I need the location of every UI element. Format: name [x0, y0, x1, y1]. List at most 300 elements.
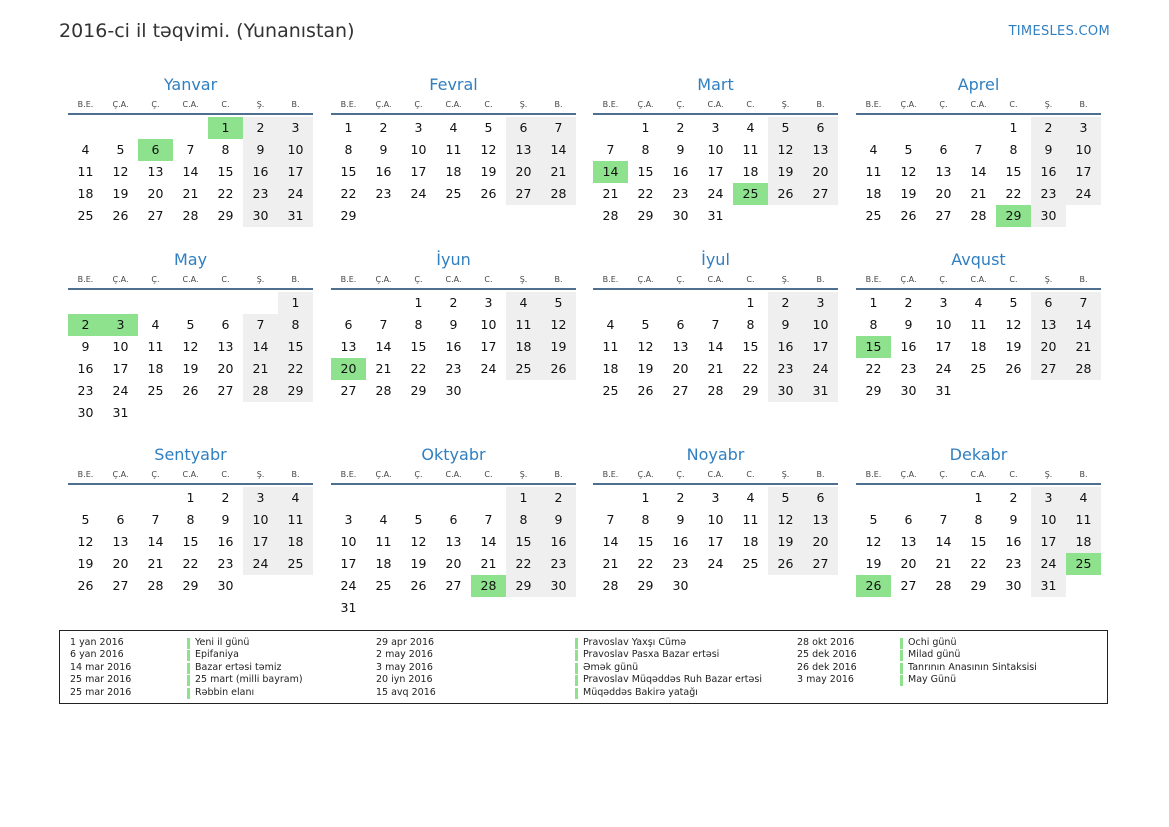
day-cell[interactable]: 7 — [1066, 292, 1101, 314]
day-cell[interactable]: 30 — [672, 208, 689, 223]
day-cell[interactable]: 25 — [278, 553, 313, 575]
day-cell[interactable]: 26 — [768, 553, 803, 575]
day-cell[interactable]: 20 — [935, 186, 952, 201]
day-cell[interactable]: 10 — [707, 142, 724, 157]
day-cell[interactable]: 19 — [637, 361, 654, 376]
day-cell[interactable]: 11 — [278, 509, 313, 531]
day-cell[interactable]: 15 — [637, 164, 654, 179]
day-cell[interactable]: 22 — [217, 186, 234, 201]
day-cell[interactable]: 7 — [243, 314, 278, 336]
day-cell[interactable]: 17 — [278, 161, 313, 183]
day-cell[interactable]: 17 — [340, 556, 357, 571]
day-cell[interactable]: 27 — [217, 383, 234, 398]
day-cell[interactable]: 23 — [900, 361, 917, 376]
day-cell[interactable]: 21 — [970, 186, 987, 201]
day-cell[interactable]: 1 — [414, 295, 423, 310]
day-cell[interactable]: 6 — [939, 142, 948, 157]
day-cell[interactable]: 21 — [541, 161, 576, 183]
day-cell[interactable]: 20 — [672, 361, 689, 376]
day-cell[interactable]: 21 — [602, 186, 619, 201]
day-cell[interactable]: 3 — [1031, 487, 1066, 509]
day-cell[interactable]: 1 — [186, 490, 195, 505]
holiday-day-cell[interactable]: 26 — [856, 575, 891, 597]
day-cell[interactable]: 9 — [81, 339, 90, 354]
day-cell[interactable]: 20 — [900, 556, 917, 571]
day-cell[interactable]: 2 — [1009, 490, 1018, 505]
day-cell[interactable]: 30 — [77, 405, 94, 420]
day-cell[interactable]: 14 — [375, 339, 392, 354]
day-cell[interactable]: 20 — [803, 531, 838, 553]
day-cell[interactable]: 6 — [506, 117, 541, 139]
day-cell[interactable]: 24 — [410, 186, 427, 201]
day-cell[interactable]: 26 — [77, 578, 94, 593]
day-cell[interactable]: 20 — [112, 556, 129, 571]
day-cell[interactable]: 8 — [278, 314, 313, 336]
day-cell[interactable]: 8 — [746, 317, 755, 332]
day-cell[interactable]: 19 — [1005, 339, 1022, 354]
day-cell[interactable]: 30 — [1005, 578, 1022, 593]
day-cell[interactable]: 31 — [707, 208, 724, 223]
day-cell[interactable]: 23 — [243, 183, 278, 205]
day-cell[interactable]: 7 — [939, 512, 948, 527]
day-cell[interactable]: 18 — [1066, 531, 1101, 553]
day-cell[interactable]: 4 — [869, 142, 878, 157]
day-cell[interactable]: 16 — [445, 339, 462, 354]
day-cell[interactable]: 16 — [243, 161, 278, 183]
day-cell[interactable]: 29 — [637, 208, 654, 223]
holiday-day-cell[interactable]: 25 — [733, 183, 768, 205]
day-cell[interactable]: 17 — [1031, 531, 1066, 553]
day-cell[interactable]: 15 — [637, 534, 654, 549]
day-cell[interactable]: 28 — [602, 578, 619, 593]
day-cell[interactable]: 15 — [340, 164, 357, 179]
day-cell[interactable]: 6 — [344, 317, 353, 332]
day-cell[interactable]: 12 — [410, 534, 427, 549]
day-cell[interactable]: 12 — [112, 164, 129, 179]
day-cell[interactable]: 21 — [707, 361, 724, 376]
day-cell[interactable]: 18 — [970, 339, 987, 354]
day-cell[interactable]: 13 — [803, 139, 838, 161]
day-cell[interactable]: 17 — [1066, 161, 1101, 183]
day-cell[interactable]: 27 — [112, 578, 129, 593]
day-cell[interactable]: 27 — [506, 183, 541, 205]
day-cell[interactable]: 27 — [935, 208, 952, 223]
day-cell[interactable]: 14 — [182, 164, 199, 179]
day-cell[interactable]: 10 — [707, 512, 724, 527]
day-cell[interactable]: 29 — [865, 383, 882, 398]
day-cell[interactable]: 5 — [869, 512, 878, 527]
day-cell[interactable]: 4 — [81, 142, 90, 157]
day-cell[interactable]: 11 — [445, 142, 462, 157]
day-cell[interactable]: 30 — [768, 380, 803, 402]
day-cell[interactable]: 21 — [243, 358, 278, 380]
day-cell[interactable]: 8 — [414, 317, 423, 332]
day-cell[interactable]: 24 — [803, 358, 838, 380]
day-cell[interactable]: 12 — [541, 314, 576, 336]
day-cell[interactable]: 17 — [707, 534, 724, 549]
day-cell[interactable]: 25 — [375, 578, 392, 593]
day-cell[interactable]: 6 — [449, 512, 458, 527]
day-cell[interactable]: 12 — [480, 142, 497, 157]
day-cell[interactable]: 25 — [506, 358, 541, 380]
day-cell[interactable]: 10 — [278, 139, 313, 161]
day-cell[interactable]: 8 — [186, 512, 195, 527]
day-cell[interactable]: 22 — [278, 358, 313, 380]
day-cell[interactable]: 25 — [77, 208, 94, 223]
day-cell[interactable]: 1 — [1009, 120, 1018, 135]
day-cell[interactable]: 23 — [768, 358, 803, 380]
day-cell[interactable]: 23 — [77, 383, 94, 398]
day-cell[interactable]: 14 — [602, 534, 619, 549]
day-cell[interactable]: 18 — [375, 556, 392, 571]
day-cell[interactable]: 10 — [803, 314, 838, 336]
day-cell[interactable]: 3 — [1066, 117, 1101, 139]
day-cell[interactable]: 6 — [676, 317, 685, 332]
day-cell[interactable]: 5 — [1009, 295, 1018, 310]
day-cell[interactable]: 21 — [935, 556, 952, 571]
day-cell[interactable]: 28 — [243, 380, 278, 402]
day-cell[interactable]: 23 — [1031, 183, 1066, 205]
day-cell[interactable]: 10 — [243, 509, 278, 531]
day-cell[interactable]: 28 — [375, 383, 392, 398]
day-cell[interactable]: 11 — [375, 534, 392, 549]
day-cell[interactable]: 6 — [803, 487, 838, 509]
day-cell[interactable]: 27 — [340, 383, 357, 398]
day-cell[interactable]: 20 — [445, 556, 462, 571]
day-cell[interactable]: 2 — [449, 295, 458, 310]
day-cell[interactable]: 22 — [970, 556, 987, 571]
day-cell[interactable]: 2 — [541, 487, 576, 509]
day-cell[interactable]: 8 — [869, 317, 878, 332]
day-cell[interactable]: 12 — [865, 534, 882, 549]
day-cell[interactable]: 15 — [506, 531, 541, 553]
day-cell[interactable]: 27 — [1031, 358, 1066, 380]
day-cell[interactable]: 30 — [900, 383, 917, 398]
day-cell[interactable]: 22 — [637, 556, 654, 571]
day-cell[interactable]: 12 — [77, 534, 94, 549]
day-cell[interactable]: 25 — [970, 361, 987, 376]
day-cell[interactable]: 29 — [970, 578, 987, 593]
day-cell[interactable]: 24 — [112, 383, 129, 398]
day-cell[interactable]: 22 — [182, 556, 199, 571]
day-cell[interactable]: 31 — [278, 205, 313, 227]
day-cell[interactable]: 24 — [707, 186, 724, 201]
day-cell[interactable]: 28 — [147, 578, 164, 593]
day-cell[interactable]: 19 — [865, 556, 882, 571]
day-cell[interactable]: 23 — [217, 556, 234, 571]
day-cell[interactable]: 24 — [278, 183, 313, 205]
day-cell[interactable]: 3 — [803, 292, 838, 314]
day-cell[interactable]: 21 — [182, 186, 199, 201]
day-cell[interactable]: 16 — [672, 534, 689, 549]
day-cell[interactable]: 16 — [900, 339, 917, 354]
day-cell[interactable]: 28 — [182, 208, 199, 223]
day-cell[interactable]: 23 — [375, 186, 392, 201]
day-cell[interactable]: 22 — [410, 361, 427, 376]
brand-logo[interactable]: TIMESLES.COM — [1008, 24, 1110, 39]
day-cell[interactable]: 9 — [1031, 139, 1066, 161]
day-cell[interactable]: 3 — [278, 117, 313, 139]
day-cell[interactable]: 26 — [900, 208, 917, 223]
day-cell[interactable]: 26 — [637, 383, 654, 398]
day-cell[interactable]: 20 — [147, 186, 164, 201]
day-cell[interactable]: 17 — [243, 531, 278, 553]
day-cell[interactable]: 13 — [340, 339, 357, 354]
day-cell[interactable]: 5 — [768, 117, 803, 139]
day-cell[interactable]: 9 — [243, 139, 278, 161]
day-cell[interactable]: 14 — [935, 534, 952, 549]
holiday-day-cell[interactable]: 1 — [208, 117, 243, 139]
day-cell[interactable]: 8 — [641, 142, 650, 157]
day-cell[interactable]: 3 — [711, 490, 720, 505]
day-cell[interactable]: 19 — [480, 164, 497, 179]
day-cell[interactable]: 13 — [217, 339, 234, 354]
day-cell[interactable]: 13 — [506, 139, 541, 161]
day-cell[interactable]: 13 — [1031, 314, 1066, 336]
day-cell[interactable]: 17 — [935, 339, 952, 354]
day-cell[interactable]: 12 — [637, 339, 654, 354]
day-cell[interactable]: 9 — [904, 317, 913, 332]
day-cell[interactable]: 2 — [768, 292, 803, 314]
day-cell[interactable]: 7 — [151, 512, 160, 527]
day-cell[interactable]: 9 — [676, 142, 685, 157]
day-cell[interactable]: 19 — [768, 531, 803, 553]
day-cell[interactable]: 12 — [768, 509, 803, 531]
day-cell[interactable]: 15 — [742, 339, 759, 354]
holiday-day-cell[interactable]: 28 — [471, 575, 506, 597]
day-cell[interactable]: 2 — [676, 490, 685, 505]
day-cell[interactable]: 18 — [602, 361, 619, 376]
day-cell[interactable]: 30 — [541, 575, 576, 597]
day-cell[interactable]: 11 — [1066, 509, 1101, 531]
day-cell[interactable]: 3 — [414, 120, 423, 135]
day-cell[interactable]: 1 — [869, 295, 878, 310]
day-cell[interactable]: 19 — [77, 556, 94, 571]
day-cell[interactable]: 14 — [970, 164, 987, 179]
day-cell[interactable]: 30 — [445, 383, 462, 398]
day-cell[interactable]: 24 — [1031, 553, 1066, 575]
day-cell[interactable]: 31 — [1031, 575, 1066, 597]
day-cell[interactable]: 23 — [672, 186, 689, 201]
day-cell[interactable]: 20 — [1031, 336, 1066, 358]
day-cell[interactable]: 5 — [116, 142, 125, 157]
day-cell[interactable]: 4 — [746, 490, 755, 505]
holiday-day-cell[interactable]: 25 — [1066, 553, 1101, 575]
day-cell[interactable]: 13 — [900, 534, 917, 549]
day-cell[interactable]: 4 — [449, 120, 458, 135]
day-cell[interactable]: 26 — [1005, 361, 1022, 376]
day-cell[interactable]: 29 — [410, 383, 427, 398]
day-cell[interactable]: 11 — [147, 339, 164, 354]
day-cell[interactable]: 28 — [935, 578, 952, 593]
day-cell[interactable]: 15 — [182, 534, 199, 549]
day-cell[interactable]: 5 — [768, 487, 803, 509]
day-cell[interactable]: 24 — [707, 556, 724, 571]
day-cell[interactable]: 29 — [182, 578, 199, 593]
day-cell[interactable]: 21 — [480, 556, 497, 571]
day-cell[interactable]: 13 — [803, 509, 838, 531]
day-cell[interactable]: 19 — [410, 556, 427, 571]
day-cell[interactable]: 22 — [340, 186, 357, 201]
day-cell[interactable]: 1 — [641, 490, 650, 505]
day-cell[interactable]: 20 — [217, 361, 234, 376]
day-cell[interactable]: 1 — [641, 120, 650, 135]
day-cell[interactable]: 10 — [1066, 139, 1101, 161]
day-cell[interactable]: 15 — [278, 336, 313, 358]
day-cell[interactable]: 14 — [707, 339, 724, 354]
day-cell[interactable]: 6 — [803, 117, 838, 139]
day-cell[interactable]: 30 — [672, 578, 689, 593]
day-cell[interactable]: 17 — [707, 164, 724, 179]
day-cell[interactable]: 16 — [77, 361, 94, 376]
day-cell[interactable]: 24 — [340, 578, 357, 593]
day-cell[interactable]: 11 — [970, 317, 987, 332]
day-cell[interactable]: 15 — [970, 534, 987, 549]
day-cell[interactable]: 15 — [1005, 164, 1022, 179]
day-cell[interactable]: 8 — [641, 512, 650, 527]
day-cell[interactable]: 9 — [676, 512, 685, 527]
day-cell[interactable]: 27 — [803, 183, 838, 205]
day-cell[interactable]: 29 — [278, 380, 313, 402]
day-cell[interactable]: 11 — [77, 164, 94, 179]
day-cell[interactable]: 18 — [77, 186, 94, 201]
day-cell[interactable]: 11 — [506, 314, 541, 336]
day-cell[interactable]: 18 — [445, 164, 462, 179]
day-cell[interactable]: 1 — [506, 487, 541, 509]
day-cell[interactable]: 5 — [414, 512, 423, 527]
day-cell[interactable]: 18 — [278, 531, 313, 553]
day-cell[interactable]: 4 — [606, 317, 615, 332]
day-cell[interactable]: 20 — [506, 161, 541, 183]
day-cell[interactable]: 17 — [410, 164, 427, 179]
day-cell[interactable]: 15 — [410, 339, 427, 354]
day-cell[interactable]: 22 — [637, 186, 654, 201]
day-cell[interactable]: 31 — [803, 380, 838, 402]
day-cell[interactable]: 5 — [541, 292, 576, 314]
day-cell[interactable]: 30 — [1031, 205, 1066, 227]
day-cell[interactable]: 4 — [379, 512, 388, 527]
day-cell[interactable]: 9 — [768, 314, 803, 336]
day-cell[interactable]: 5 — [81, 512, 90, 527]
day-cell[interactable]: 3 — [344, 512, 353, 527]
day-cell[interactable]: 16 — [375, 164, 392, 179]
day-cell[interactable]: 11 — [865, 164, 882, 179]
holiday-day-cell[interactable]: 29 — [996, 205, 1031, 227]
day-cell[interactable]: 26 — [410, 578, 427, 593]
day-cell[interactable]: 2 — [1031, 117, 1066, 139]
day-cell[interactable]: 8 — [221, 142, 230, 157]
day-cell[interactable]: 6 — [221, 317, 230, 332]
day-cell[interactable]: 21 — [602, 556, 619, 571]
day-cell[interactable]: 31 — [112, 405, 129, 420]
day-cell[interactable]: 9 — [379, 142, 388, 157]
day-cell[interactable]: 23 — [1005, 556, 1022, 571]
day-cell[interactable]: 3 — [243, 487, 278, 509]
day-cell[interactable]: 22 — [865, 361, 882, 376]
day-cell[interactable]: 4 — [746, 120, 755, 135]
day-cell[interactable]: 18 — [742, 534, 759, 549]
day-cell[interactable]: 7 — [186, 142, 195, 157]
day-cell[interactable]: 17 — [803, 336, 838, 358]
day-cell[interactable]: 2 — [904, 295, 913, 310]
day-cell[interactable]: 12 — [182, 339, 199, 354]
day-cell[interactable]: 8 — [344, 142, 353, 157]
day-cell[interactable]: 2 — [221, 490, 230, 505]
day-cell[interactable]: 9 — [449, 317, 458, 332]
day-cell[interactable]: 8 — [974, 512, 983, 527]
day-cell[interactable]: 25 — [742, 556, 759, 571]
day-cell[interactable]: 10 — [480, 317, 497, 332]
day-cell[interactable]: 18 — [742, 164, 759, 179]
day-cell[interactable]: 28 — [1066, 358, 1101, 380]
day-cell[interactable]: 21 — [1066, 336, 1101, 358]
day-cell[interactable]: 13 — [935, 164, 952, 179]
day-cell[interactable]: 29 — [742, 383, 759, 398]
day-cell[interactable]: 12 — [1005, 317, 1022, 332]
day-cell[interactable]: 26 — [112, 208, 129, 223]
day-cell[interactable]: 23 — [672, 556, 689, 571]
day-cell[interactable]: 6 — [1031, 292, 1066, 314]
day-cell[interactable]: 16 — [541, 531, 576, 553]
day-cell[interactable]: 5 — [186, 317, 195, 332]
holiday-day-cell[interactable]: 2 — [68, 314, 103, 336]
day-cell[interactable]: 30 — [243, 205, 278, 227]
day-cell[interactable]: 5 — [904, 142, 913, 157]
day-cell[interactable]: 4 — [1066, 487, 1101, 509]
day-cell[interactable]: 29 — [217, 208, 234, 223]
day-cell[interactable]: 19 — [182, 361, 199, 376]
day-cell[interactable]: 25 — [147, 383, 164, 398]
day-cell[interactable]: 1 — [344, 120, 353, 135]
day-cell[interactable]: 19 — [541, 336, 576, 358]
day-cell[interactable]: 3 — [711, 120, 720, 135]
day-cell[interactable]: 29 — [637, 578, 654, 593]
day-cell[interactable]: 16 — [217, 534, 234, 549]
day-cell[interactable]: 7 — [711, 317, 720, 332]
day-cell[interactable]: 28 — [707, 383, 724, 398]
day-cell[interactable]: 4 — [506, 292, 541, 314]
day-cell[interactable]: 7 — [974, 142, 983, 157]
day-cell[interactable]: 1 — [278, 292, 313, 314]
day-cell[interactable]: 8 — [1009, 142, 1018, 157]
day-cell[interactable]: 17 — [112, 361, 129, 376]
day-cell[interactable]: 10 — [112, 339, 129, 354]
day-cell[interactable]: 2 — [676, 120, 685, 135]
day-cell[interactable]: 5 — [484, 120, 493, 135]
day-cell[interactable]: 24 — [480, 361, 497, 376]
day-cell[interactable]: 1 — [974, 490, 983, 505]
holiday-day-cell[interactable]: 6 — [138, 139, 173, 161]
day-cell[interactable]: 26 — [480, 186, 497, 201]
day-cell[interactable]: 26 — [182, 383, 199, 398]
day-cell[interactable]: 7 — [541, 117, 576, 139]
day-cell[interactable]: 7 — [606, 512, 615, 527]
day-cell[interactable]: 1 — [746, 295, 755, 310]
day-cell[interactable]: 19 — [768, 161, 803, 183]
holiday-day-cell[interactable]: 14 — [593, 161, 628, 183]
day-cell[interactable]: 12 — [900, 164, 917, 179]
day-cell[interactable]: 27 — [147, 208, 164, 223]
day-cell[interactable]: 16 — [672, 164, 689, 179]
day-cell[interactable]: 3 — [484, 295, 493, 310]
day-cell[interactable]: 27 — [445, 578, 462, 593]
day-cell[interactable]: 4 — [974, 295, 983, 310]
day-cell[interactable]: 18 — [506, 336, 541, 358]
day-cell[interactable]: 14 — [541, 139, 576, 161]
day-cell[interactable]: 14 — [243, 336, 278, 358]
day-cell[interactable]: 28 — [602, 208, 619, 223]
day-cell[interactable]: 21 — [147, 556, 164, 571]
